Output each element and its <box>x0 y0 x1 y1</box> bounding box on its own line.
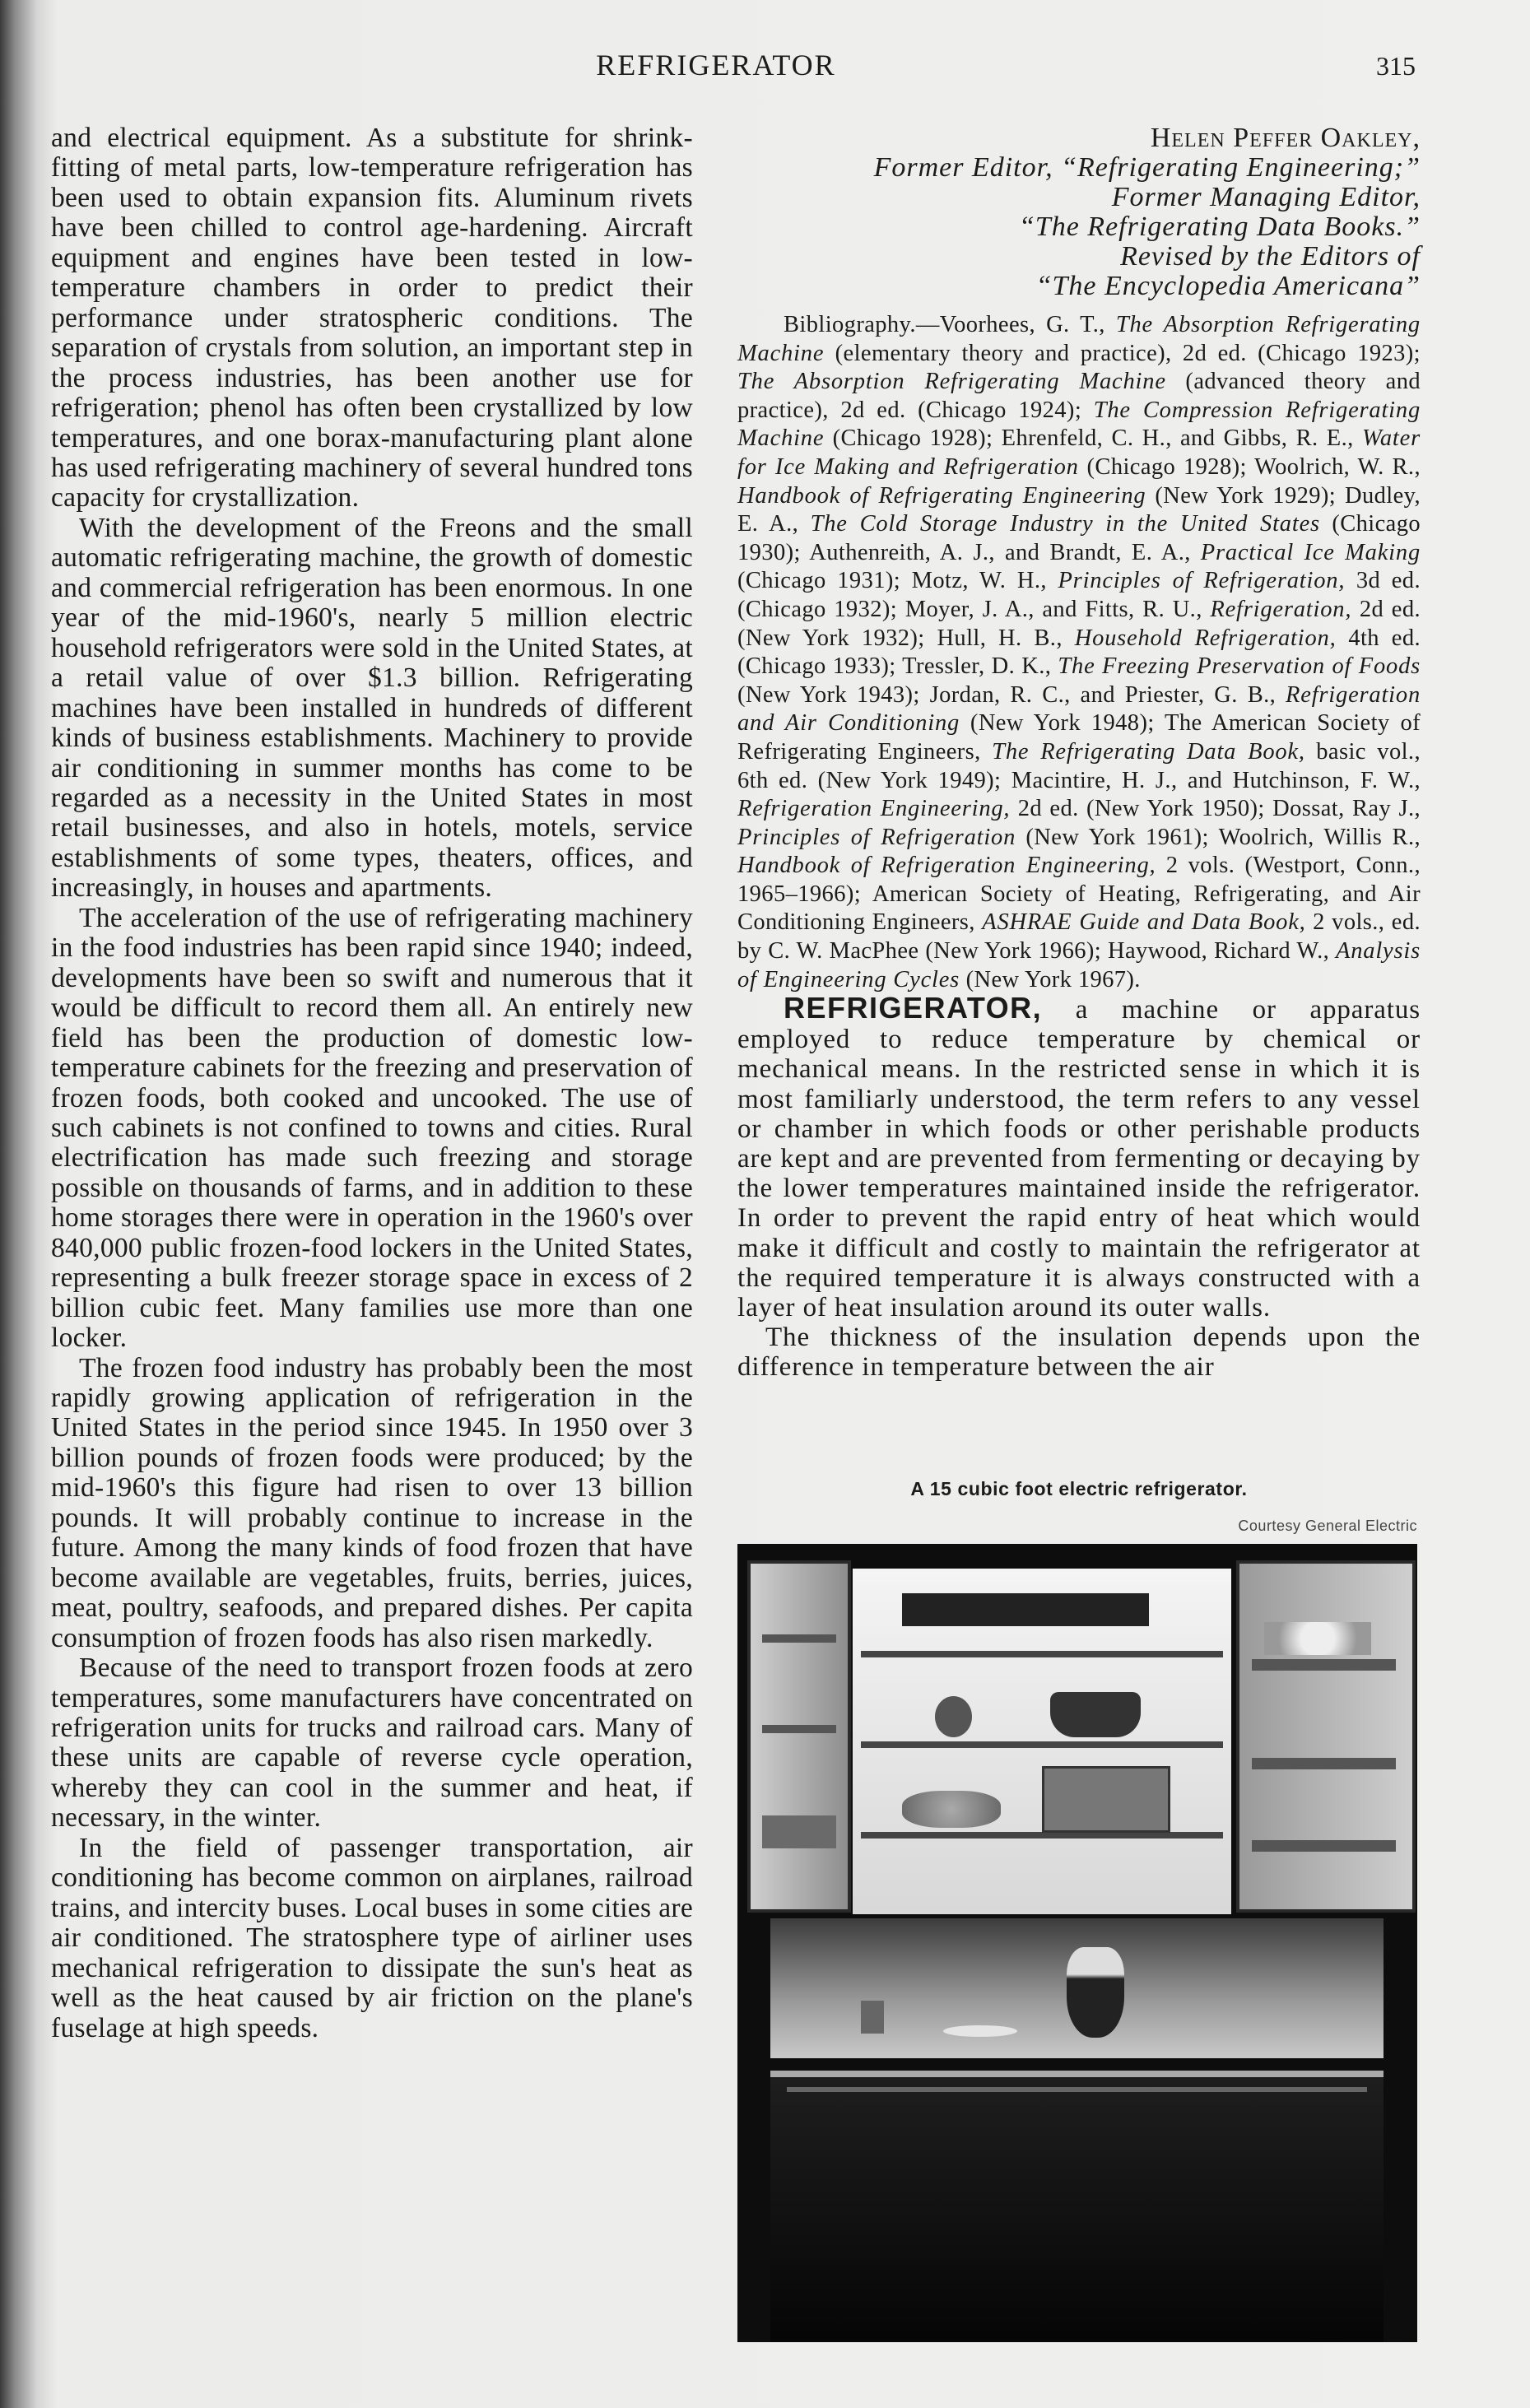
author-signature <box>737 123 1421 301</box>
bibliography-text: 3d ed. (Chicago 1932); Moyer, J. A., and Fitts, R. U., <box>737 568 1421 622</box>
article-text: a machine or apparatus employed to reduce temperature by chemical or mechanical means. In the restricted sense in which it is most familiarly understood, the term refers to any vessel or chamber in which foods or other perishable products are kept and are prevented from fermenting or decaying by the lower temperatures maintained inside the refrigerator. In order to prevent the rapid entry of heat which would make it difficult and costly to maintain the refrigerator at the required temperature it is always constructed with a layer of heat insulation around its outer walls. <box>737 995 1421 1323</box>
article-headword: REFRIGERATOR, <box>784 991 1043 1025</box>
running-head: REFRIGERATOR <box>596 49 836 81</box>
left-column <box>51 123 693 2043</box>
bibliography-text: (New York 1943); Jordan, R. C., and Priester, G. B., <box>737 681 1286 708</box>
figure-credit: Courtesy General Electric <box>1238 1518 1417 1534</box>
bibliography-title: Handbook of Refrigeration Engineering, <box>737 853 1156 879</box>
bibliography-title: Refrigeration and Air Conditioning <box>737 681 1421 737</box>
interior-shelf <box>861 1741 1223 1748</box>
door-shelf <box>762 1634 836 1643</box>
interior-shelf <box>861 1832 1223 1839</box>
bibliography-title: Handbook of Refrigerating Engineering <box>737 482 1146 509</box>
bibliography-text: (elementary theory and practice), 2d ed. (Chicago 1923); <box>824 340 1421 366</box>
melon <box>935 1696 972 1737</box>
bibliography-text: basic vol., 6th ed. (New York 1949); Macintire, H. J., and Hutchinson, F. W., <box>737 738 1421 793</box>
bibliography-title: The Absorption Refrigerating Machine <box>737 312 1421 366</box>
freezer-drawer <box>770 2071 1384 2342</box>
bibliography-text: 2 vols., ed. by C. W. MacPhee (New York 1966); Haywood, Richard W., <box>737 909 1421 965</box>
bibliography-title: Principles of Refrigeration <box>737 824 1016 850</box>
figure-caption: A 15 cubic foot electric refrigerator. <box>910 1478 1248 1499</box>
paragraph: and electrical equipment. As a substitute for shrink-fitting of metal parts, low-temperature refrigeration has been used to obtain expansion fits. Aluminum rivets have been chilled to control age-hardening. Aircraft equipment and engines have been tested in low-temperature chambers in order to predict their performance under stratospheric conditions. The separation of crystals from solution, an important step in the process industries, has been another use for refrigeration; phenol has often been crystallized by low temperatures, and one borax-manufacturing plant alone has used refrigerating machinery of several hundred tons capacity for crystallization. <box>51 123 693 514</box>
bibliography-title: Water for Ice Making and Refrigeration <box>737 425 1421 480</box>
interior-shelf <box>861 1651 1223 1657</box>
door-shelf <box>762 1725 836 1733</box>
plate <box>943 2025 1017 2037</box>
fruit-bowl <box>902 1791 1001 1828</box>
article-paragraph <box>737 993 1421 1323</box>
bibliography-title: Refrigeration, <box>1210 596 1352 622</box>
bibliography-text: 2d ed. (New York 1950); Dossat, Ray J., <box>1010 796 1421 822</box>
bibliography-title: The Cold Storage Industry in the United States <box>810 511 1320 537</box>
bibliography-text: (New York 1961); Woolrich, Willis R., <box>1016 824 1421 850</box>
door-shelf <box>762 1815 836 1848</box>
bibliography-text: 4th ed. (Chicago 1933); Tressler, D. K., <box>737 625 1421 680</box>
cup <box>861 2001 884 2034</box>
author-role: “The Encyclopedia Americana” <box>1035 271 1421 301</box>
author-role: Revised by the Editors of <box>1120 241 1421 272</box>
bibliography-title: Practical Ice Making <box>1200 539 1421 565</box>
freezer-tray <box>902 1593 1149 1626</box>
bibliography-text: Bibliography.—Voorhees, G. T., <box>784 312 1116 337</box>
paragraph: The acceleration of the use of refrigerating machinery in the food industries has been rapid since 1940; indeed, developments have been so swift and numerous that it would be difficult to record them all. An entirely new field has been the production of domestic low-temperature cabinets for the freezing and preservation of frozen foods, both cooked and uncooked. The use of such cabinets is not confined to towns and cities. Rural electrification has made such freezing and storage possible on thousands of farms, and in addition to these home storages there were in operation in the 1960's over 840,000 public frozen-food lockers in the United States, representing a bulk freezer storage space in excess of 2 billion cubic feet. Many families use more than one locker. <box>51 902 693 1354</box>
paragraph: With the development of the Freons and the small automatic refrigerating machine, the growth of domestic and commercial refrigeration has been enormous. In one year of the mid-1960's, nearly 5 million electric household refrigerators were sold in the United States, at a retail value of over $1.3 billion. Refrigerating machines have been installed in hundreds of different kinds of business establishments. Machinery to provide air conditioning in summer months has come to be regarded as a necessity in the United States in most retail businesses, and also in hotels, motels, service establishments of some types, theaters, offices, and increasingly, in houses and apartments. <box>51 512 693 904</box>
bibliography-title: The Compression Refrigerating Machine <box>737 397 1421 452</box>
bibliography-text: (Chicago 1928); Woolrich, W. R., <box>1078 453 1421 480</box>
bibliography-title: Principles of Refrigeration, <box>1058 568 1346 594</box>
page-number: 315 <box>1376 51 1416 81</box>
bibliography-text: (advanced theory and practice), 2d ed. (Chicago 1924); <box>737 369 1421 423</box>
door-shelf <box>1252 1659 1396 1671</box>
bibliography-title: The Freezing Preservation of Foods <box>1058 653 1421 680</box>
bibliography-title: Analysis of Engineering Cycles <box>737 938 1421 992</box>
bibliography-text: (New York 1967). <box>960 966 1141 992</box>
paragraph: In the field of passenger transportation, air conditioning has become common on airplanes, railroad trains, and intercity buses. Local buses in some cities are air conditioned. The stratosphere type of airliner uses mechanical refrigeration to dissipate the sun's heat as well as the heat caused by air friction on the plane's fuselage at high speeds. <box>51 1832 693 2043</box>
author-role: Former Editor, “Refrigerating Engineering;” <box>873 152 1421 183</box>
refrigerator-photo <box>737 1544 1417 2342</box>
pot <box>1050 1692 1141 1737</box>
bibliography-text: (Chicago 1931); Motz, W. H., <box>737 568 1058 594</box>
right-door <box>1236 1560 1416 1913</box>
author-name: Helen Peffer Oakley, <box>1150 123 1421 153</box>
bibliography-text: (New York 1948); The American Society of Refrigerating Engineers, <box>737 710 1421 765</box>
door-shelf <box>1252 1840 1396 1852</box>
author-role: “The Refrigerating Data Books.” <box>1018 212 1421 242</box>
bibliography <box>737 311 1421 994</box>
paragraph: The frozen food industry has probably been the most rapidly growing application of refrigeration in the United States in the period since 1945. In 1950 over 3 billion pounds of frozen foods were produced; by the mid-1960's this figure had risen to over 13 billion pounds. It will probably continue to increase in the future. Among the many kinds of food frozen that have become available are vegetables, fruits, berries, juices, meat, poultry, seafoods, and prepared dishes. Per capita consumption of frozen foods has also risen markedly. <box>51 1352 693 1653</box>
author-role: Former Managing Editor, <box>1111 182 1421 212</box>
bibliography-text: 2 vols. (Westport, Conn., 1965–1966); American Society of Heating, Refrigerating, and Air Conditioning Engineers, <box>737 853 1421 936</box>
bibliography-title: The Absorption Refrigerating Machine <box>737 369 1166 395</box>
bibliography-title: ASHRAE Guide and Data Book, <box>982 909 1306 936</box>
door-shelf <box>1252 1758 1396 1769</box>
coffee-pot <box>1067 1947 1124 2038</box>
crisper-drawer <box>1042 1766 1170 1833</box>
left-door <box>747 1560 851 1913</box>
bibliography-text: (Chicago 1928); Ehrenfeld, C. H., and Gibbs, R. E., <box>824 425 1362 452</box>
bibliography-text: (Chicago 1930); Authenreith, A. J., and Brandt, E. A., <box>737 511 1421 565</box>
bibliography-title: Refrigeration Engineering, <box>737 796 1011 822</box>
egg-rack <box>1264 1622 1371 1655</box>
drawer-handle <box>787 2087 1367 2092</box>
bibliography-title: The Refrigerating Data Book, <box>992 738 1305 765</box>
bibliography-title: Household Refrigeration, <box>1074 625 1337 651</box>
bibliography-text: (New York 1929); Dudley, E. A., <box>737 482 1421 537</box>
paragraph: Because of the need to transport frozen foods at zero temperatures, some manufacturers have concentrated on refrigeration units for trucks and railroad cars. Many of these units are capable of reverse cycle operation, whereby they can cool in the summer and heat, if necessary, in the winter. <box>51 1653 693 1834</box>
article-paragraph: The thickness of the insulation depends upon the difference in temperature between the air <box>737 1323 1421 1383</box>
bibliography-text: 2d ed. (New York 1932); Hull, H. B., <box>737 596 1421 651</box>
article-refrigerator <box>737 993 1421 1383</box>
